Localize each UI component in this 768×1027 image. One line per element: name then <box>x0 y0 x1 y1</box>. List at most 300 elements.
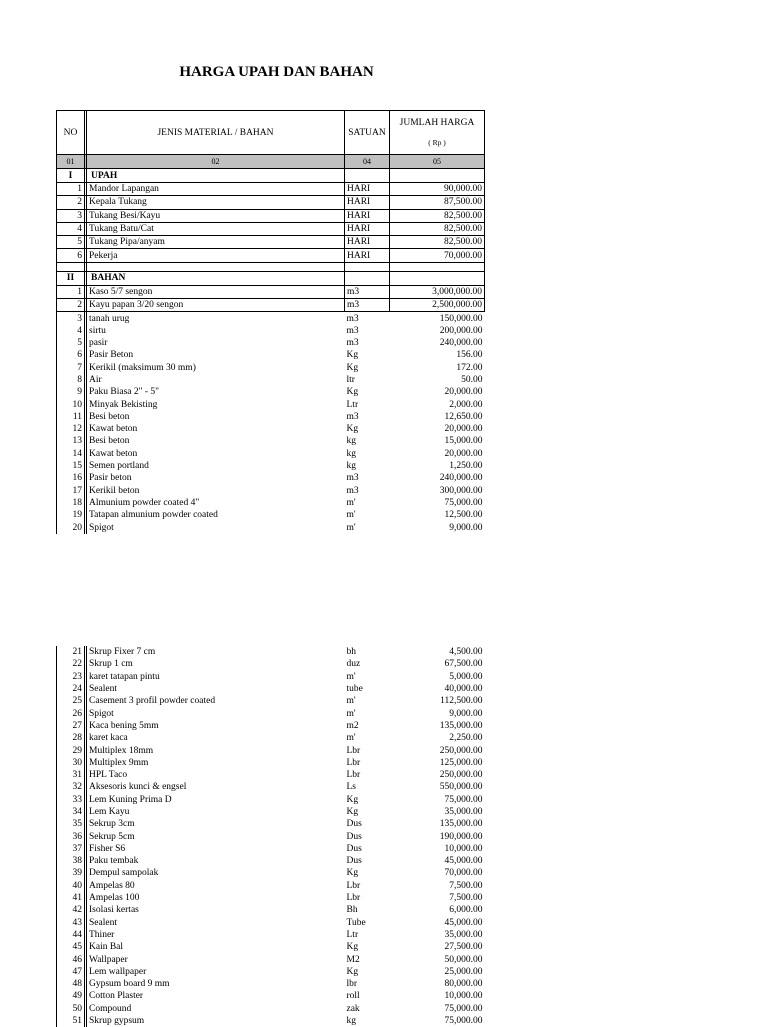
item-unit: ltr <box>346 375 355 385</box>
item-price: 9,000.00 <box>449 522 483 533</box>
table-row <box>57 285 485 298</box>
item-number: 3 <box>57 312 85 325</box>
item-name: Isolasi kertas <box>89 905 139 916</box>
item-number: 12 <box>57 423 85 435</box>
page-title: HARGA UPAH DAN BAHAN <box>179 64 374 80</box>
item-number: 48 <box>57 978 85 990</box>
spacer-cell <box>57 262 85 271</box>
header-price <box>390 111 485 155</box>
table-row <box>57 423 485 435</box>
item-name: Kain Bal <box>89 942 124 953</box>
item-number: 2 <box>57 299 85 312</box>
item-name: Tatapan almunium powder coated <box>89 510 218 521</box>
item-unit: m3 <box>346 485 359 496</box>
item-price: 156.00 <box>456 350 483 361</box>
item-name: Cotton Plaster <box>89 991 144 1002</box>
item-unit: tube <box>346 684 363 695</box>
table-row <box>57 695 485 707</box>
table-row <box>57 249 485 262</box>
item-number: 25 <box>57 695 85 707</box>
table-row <box>57 953 485 965</box>
item-price: 6,000.00 <box>449 905 483 916</box>
table-row <box>57 196 485 209</box>
item-unit: zak <box>346 1003 360 1014</box>
table-row <box>57 485 485 497</box>
item-number: 16 <box>57 472 85 484</box>
item-price: 3,000,000.00 <box>390 285 485 298</box>
table-row <box>57 941 485 953</box>
item-price: 10,000.00 <box>444 991 483 1002</box>
item-price: 82,500.00 <box>390 209 485 222</box>
item-name: pasir <box>89 338 108 349</box>
table-row <box>57 769 485 781</box>
item-number: 13 <box>57 435 85 447</box>
table-row <box>57 794 485 806</box>
item-name: Sekrup 5cm <box>89 831 135 842</box>
item-price: 1,250.00 <box>449 461 483 472</box>
header-price-label: JUMLAH HARGA <box>399 117 475 128</box>
item-name: Kawat beton <box>89 424 138 435</box>
item-price: 27,500.00 <box>444 942 483 953</box>
item-unit: m3 <box>346 338 359 349</box>
item-unit: Tube <box>346 917 366 928</box>
table-row <box>57 435 485 447</box>
section-price-blank <box>390 169 485 183</box>
spacer-cell <box>345 262 390 271</box>
item-name: Ampelas 100 <box>89 893 140 904</box>
table-row <box>57 843 485 855</box>
item-price: 35,000.00 <box>444 929 483 940</box>
table-row <box>57 472 485 484</box>
item-name: Skrup 1 cm <box>89 659 133 670</box>
item-number: 1 <box>57 183 85 196</box>
item-name: Minyak Bekisting <box>89 399 158 410</box>
item-price: 40,000.00 <box>444 684 483 695</box>
item-name: tanah urug <box>89 313 130 324</box>
table-row <box>57 917 485 929</box>
table-row <box>57 497 485 509</box>
item-unit: Lbr <box>346 880 361 891</box>
item-name: sirtu <box>89 325 106 336</box>
section-price-blank <box>390 271 485 285</box>
item-number: 30 <box>57 757 85 769</box>
table-row <box>57 855 485 867</box>
item-number: 20 <box>57 521 85 533</box>
item-price: 4,500.00 <box>449 647 483 658</box>
table-row <box>57 732 485 744</box>
price-table <box>56 110 485 534</box>
item-price: 75,000.00 <box>444 794 483 805</box>
item-unit: Ls <box>346 782 356 793</box>
item-name: Sealent <box>89 917 117 928</box>
item-price: 35,000.00 <box>444 807 483 817</box>
item-price: 7,500.00 <box>449 880 483 891</box>
table-row <box>57 386 485 398</box>
item-price: 45,000.00 <box>444 856 483 867</box>
item-name: Kayu papan 3/20 sengon <box>87 299 345 312</box>
item-number: 9 <box>57 386 85 398</box>
item-number: 4 <box>57 325 85 337</box>
item-price: 12,500.00 <box>444 510 483 521</box>
spacer-cell <box>87 262 345 271</box>
item-unit: m' <box>346 497 356 508</box>
item-number: 6 <box>57 249 85 262</box>
item-unit: Bh <box>346 905 358 916</box>
table-row <box>57 658 485 670</box>
table-row <box>57 929 485 941</box>
item-number: 51 <box>57 1015 85 1027</box>
item-number: 5 <box>57 236 85 249</box>
price-table-continued <box>56 646 485 1027</box>
item-unit: Ltr <box>346 399 359 410</box>
table-row <box>57 646 485 658</box>
item-unit: m3 <box>346 325 359 336</box>
item-unit: HARI <box>345 249 390 262</box>
item-number: 29 <box>57 744 85 756</box>
table-row <box>57 880 485 892</box>
item-price: 75,000.00 <box>444 1003 483 1014</box>
item-price: 135,000.00 <box>439 720 483 731</box>
item-price: 75,000.00 <box>444 1016 483 1027</box>
item-price: 75,000.00 <box>444 497 483 508</box>
item-number: 31 <box>57 769 85 781</box>
item-number: 19 <box>57 509 85 521</box>
item-price: 20,000.00 <box>444 424 483 435</box>
column-code-row <box>57 155 485 169</box>
table-row <box>57 312 485 325</box>
item-unit: HARI <box>345 236 390 249</box>
item-unit: m3 <box>346 411 359 422</box>
item-name: Ampelas 80 <box>89 880 135 891</box>
item-number: 4 <box>57 222 85 235</box>
item-unit: roll <box>346 991 360 1002</box>
item-name: Tukang Batu/Cat <box>87 222 345 235</box>
section-unit-blank <box>345 169 390 183</box>
item-unit: m3 <box>345 285 390 298</box>
header-unit: SATUAN <box>345 111 390 155</box>
item-name: Skrup Fixer 7 cm <box>89 647 156 658</box>
item-number: 49 <box>57 990 85 1002</box>
item-name: Kerikil (maksimum 30 mm) <box>89 362 196 373</box>
table-row <box>57 349 485 361</box>
section-row <box>57 271 485 285</box>
item-number: 7 <box>57 362 85 374</box>
spacer-cell <box>390 262 485 271</box>
item-name: Multiplex 18mm <box>89 745 154 756</box>
item-price: 240,000.00 <box>439 338 483 349</box>
item-unit: kg <box>346 461 356 472</box>
table-row <box>57 757 485 769</box>
item-name: Pasir Beton <box>89 350 134 361</box>
item-name: Spigot <box>89 708 114 719</box>
item-name: Sealent <box>89 684 117 695</box>
item-number: 21 <box>57 646 85 658</box>
table-row <box>57 818 485 830</box>
item-number: 1 <box>57 285 85 298</box>
table-row <box>57 707 485 719</box>
table-row <box>57 671 485 683</box>
item-number: 50 <box>57 1003 85 1015</box>
item-unit: m' <box>346 708 356 719</box>
item-number: 14 <box>57 448 85 460</box>
code-no: 01 <box>57 155 85 169</box>
item-name: Spigot <box>89 522 114 533</box>
table-row <box>57 521 485 533</box>
item-unit: m3 <box>346 473 359 484</box>
item-price: 7,500.00 <box>449 893 483 904</box>
table-row <box>57 325 485 337</box>
table-row <box>57 978 485 990</box>
item-unit: bh <box>346 647 356 658</box>
item-number: 3 <box>57 209 85 222</box>
item-name: Aksesoris kunci & engsel <box>89 782 187 793</box>
item-unit: Kg <box>346 387 359 398</box>
item-price: 9,000.00 <box>449 708 483 719</box>
table-row <box>57 720 485 732</box>
item-name: Multiplex 9mm <box>89 757 149 768</box>
item-unit: M2 <box>346 954 360 965</box>
table-row <box>57 183 485 196</box>
table-row <box>57 209 485 222</box>
item-price: 150,000.00 <box>439 313 483 324</box>
item-unit: Kg <box>346 807 359 817</box>
table-row <box>57 744 485 756</box>
item-price: 50,000.00 <box>444 954 483 965</box>
item-unit: m' <box>346 733 356 744</box>
item-name: Lem Kuning Prima D <box>89 794 172 805</box>
item-price: 5,000.00 <box>449 671 483 682</box>
item-name: Casement 3 profil powder coated <box>89 696 216 707</box>
item-number: 34 <box>57 806 85 818</box>
item-price: 190,000.00 <box>439 831 483 842</box>
item-number: 22 <box>57 658 85 670</box>
item-unit: Ltr <box>346 929 359 940</box>
item-price: 240,000.00 <box>439 473 483 484</box>
item-number: 43 <box>57 917 85 929</box>
item-unit: Dus <box>346 819 362 830</box>
item-unit: Kg <box>346 794 359 805</box>
item-name: Dempul sampolak <box>89 868 159 879</box>
item-number: 35 <box>57 818 85 830</box>
item-number: 6 <box>57 349 85 361</box>
item-unit: kg <box>346 448 356 459</box>
item-number: 5 <box>57 337 85 349</box>
item-name: Kawat beton <box>89 448 138 459</box>
spacer-row <box>57 262 485 271</box>
item-number: 39 <box>57 867 85 879</box>
section-number: II <box>57 271 85 285</box>
item-number: 11 <box>57 411 85 423</box>
item-name: Lem wallpaper <box>89 966 147 977</box>
item-name: Wallpaper <box>89 954 128 965</box>
item-unit: m3 <box>345 299 390 312</box>
item-name: Compound <box>89 1003 132 1014</box>
item-unit: Kg <box>346 350 359 361</box>
table-row <box>57 398 485 410</box>
item-name: Kerikil beton <box>89 485 140 496</box>
item-unit: Dus <box>346 856 362 867</box>
item-number: 36 <box>57 830 85 842</box>
item-unit: m2 <box>346 720 359 731</box>
table-row <box>57 806 485 818</box>
item-price: 80,000.00 <box>444 979 483 990</box>
item-price: 10,000.00 <box>444 843 483 854</box>
item-name: Fisher S6 <box>89 843 126 854</box>
item-number: 42 <box>57 904 85 916</box>
item-number: 26 <box>57 707 85 719</box>
table-row <box>57 990 485 1002</box>
item-number: 46 <box>57 953 85 965</box>
item-name: Kaso 5/7 sengon <box>87 285 345 298</box>
item-price: 135,000.00 <box>439 819 483 830</box>
section-name: BAHAN <box>87 271 345 285</box>
item-name: Semen portland <box>89 461 149 472</box>
item-number: 15 <box>57 460 85 472</box>
item-number: 17 <box>57 485 85 497</box>
table-row <box>57 781 485 793</box>
item-number: 32 <box>57 781 85 793</box>
item-name: karet kaca <box>89 733 128 744</box>
item-name: Kepala Tukang <box>87 196 345 209</box>
item-number: 47 <box>57 966 85 978</box>
item-unit: Dus <box>346 831 362 842</box>
item-unit: m3 <box>346 313 359 324</box>
section-number: I <box>57 169 85 183</box>
item-price: 82,500.00 <box>390 236 485 249</box>
table-row <box>57 362 485 374</box>
table-row <box>57 892 485 904</box>
header-no: NO <box>57 111 85 155</box>
item-price: 12,650.00 <box>444 411 483 422</box>
item-unit: HARI <box>345 222 390 235</box>
code-price: 05 <box>390 155 485 169</box>
item-unit: Lbr <box>346 757 361 768</box>
item-unit: Lbr <box>346 770 361 781</box>
item-number: 33 <box>57 794 85 806</box>
code-unit: 04 <box>345 155 390 169</box>
item-number: 41 <box>57 892 85 904</box>
item-unit: Kg <box>346 966 359 977</box>
item-name: Kaca bening 5mm <box>89 720 159 731</box>
item-number: 2 <box>57 196 85 209</box>
table-row <box>57 236 485 249</box>
item-name: Lem Kayu <box>89 807 130 817</box>
table-row <box>57 222 485 235</box>
item-name: Skrup gypsum <box>89 1016 145 1027</box>
item-unit: HARI <box>345 209 390 222</box>
item-unit: m' <box>346 522 356 533</box>
item-unit: HARI <box>345 196 390 209</box>
table-row <box>57 904 485 916</box>
item-number: 44 <box>57 929 85 941</box>
item-price: 112,500.00 <box>440 696 483 707</box>
table-row <box>57 460 485 472</box>
item-name: Almunium powder coated 4" <box>89 497 200 508</box>
table-row <box>57 683 485 695</box>
item-price: 90,000.00 <box>390 183 485 196</box>
table-row <box>57 374 485 386</box>
item-name: Besi beton <box>89 436 130 447</box>
item-name: Paku Biasa 2" - 5" <box>89 387 160 398</box>
item-number: 28 <box>57 732 85 744</box>
item-price: 300,000.00 <box>439 485 483 496</box>
header-price-unit: ( Rp ) <box>428 137 446 147</box>
table-row <box>57 509 485 521</box>
item-name: Besi beton <box>89 411 130 422</box>
item-unit: duz <box>346 659 361 670</box>
item-price: 50.00 <box>461 375 483 385</box>
item-name: Mandor Lapangan <box>87 183 345 196</box>
table-row <box>57 299 485 312</box>
item-unit: HARI <box>345 183 390 196</box>
item-number: 37 <box>57 843 85 855</box>
item-number: 27 <box>57 720 85 732</box>
item-price: 250,000.00 <box>439 745 483 756</box>
item-name: Tukang Pipa/anyam <box>87 236 345 249</box>
item-number: 24 <box>57 683 85 695</box>
item-price: 70,000.00 <box>444 868 483 879</box>
item-unit: Kg <box>346 362 359 373</box>
item-unit: m' <box>346 510 356 521</box>
item-price: 250,000.00 <box>439 770 483 781</box>
table-row <box>57 966 485 978</box>
item-price: 82,500.00 <box>390 222 485 235</box>
item-name: Sekrup 3cm <box>89 819 135 830</box>
item-name: Thiner <box>89 929 115 940</box>
item-price: 87,500.00 <box>390 196 485 209</box>
item-unit: Dus <box>346 843 362 854</box>
item-name: Air <box>89 375 102 385</box>
item-price: 15,000.00 <box>444 436 483 447</box>
item-number: 45 <box>57 941 85 953</box>
section-row <box>57 169 485 183</box>
item-price: 125,000.00 <box>439 757 483 768</box>
item-price: 2,000.00 <box>449 399 483 410</box>
section-name: UPAH <box>87 169 345 183</box>
item-price: 550,000.00 <box>439 782 483 793</box>
item-number: 38 <box>57 855 85 867</box>
table-row <box>57 1015 485 1027</box>
item-number: 40 <box>57 880 85 892</box>
item-price: 20,000.00 <box>444 448 483 459</box>
section-unit-blank <box>345 271 390 285</box>
table-row <box>57 867 485 879</box>
item-unit: kg <box>346 436 356 447</box>
item-price: 200,000.00 <box>439 325 483 336</box>
table-header <box>57 111 485 155</box>
item-unit: Kg <box>346 868 359 879</box>
item-name: Gypsum board 9 mm <box>89 979 170 990</box>
item-unit: m' <box>346 671 356 682</box>
table-row <box>57 448 485 460</box>
item-price: 67,500.00 <box>444 659 483 670</box>
item-number: 10 <box>57 398 85 410</box>
item-name: Paku tembak <box>89 856 139 867</box>
item-price: 172.00 <box>456 362 483 373</box>
item-name: karet tatapan pintu <box>89 671 160 682</box>
item-price: 70,000.00 <box>390 249 485 262</box>
table-row <box>57 337 485 349</box>
table-row <box>57 1003 485 1015</box>
item-number: 18 <box>57 497 85 509</box>
item-unit: Kg <box>346 424 359 435</box>
table-row <box>57 411 485 423</box>
item-unit: kg <box>346 1016 356 1027</box>
item-unit: lbr <box>346 979 358 990</box>
item-price: 45,000.00 <box>444 917 483 928</box>
item-unit: Lbr <box>346 893 361 904</box>
item-price: 2,250.00 <box>449 733 483 744</box>
